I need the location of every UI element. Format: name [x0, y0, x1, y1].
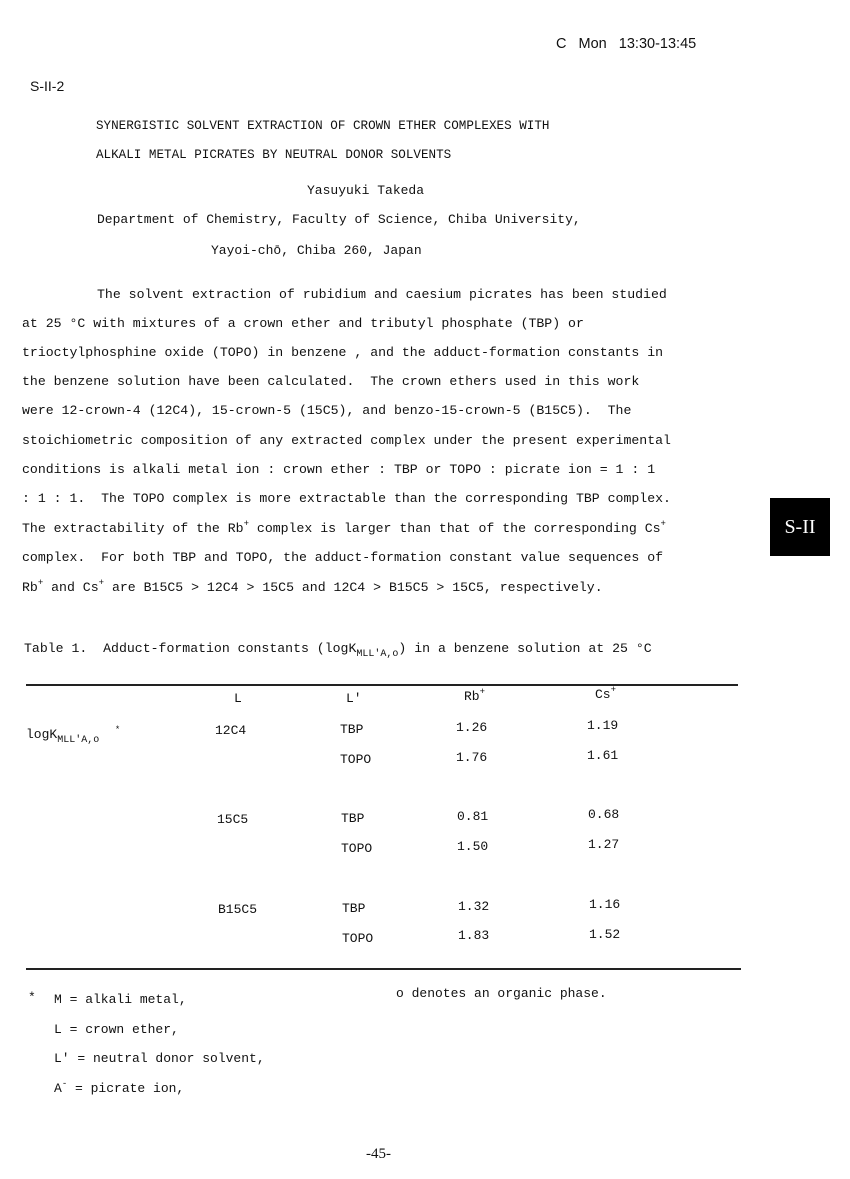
text: = picrate ion,: [67, 1081, 185, 1096]
abstract-line: conditions is alkali metal ion : crown ether : TBP or TOPO : picrate ion = 1 : 1: [22, 462, 656, 477]
footnote-item: M = alkali metal,: [54, 992, 187, 1007]
table-top-rule: [26, 684, 738, 686]
footnote-item: L = crown ether,: [54, 1022, 179, 1037]
affiliation-line-2: Yayoi-chō, Chiba 260, Japan: [211, 243, 422, 258]
header-Cs: [595, 687, 616, 703]
author: Yasuyuki Takeda: [307, 183, 425, 198]
text: The extractability of the Rb: [22, 521, 244, 536]
page-number: -45-: [366, 1146, 391, 1162]
table-caption: [24, 641, 652, 660]
cell-Lprime: TOPO: [342, 931, 374, 946]
cell-Rb: 1.32: [458, 899, 490, 914]
table-bottom-rule: [26, 968, 741, 970]
cell-Cs: 1.27: [588, 837, 620, 852]
cell-Cs: 1.16: [589, 897, 621, 912]
text: complex is larger than that of the corresponding Cs: [249, 521, 661, 536]
abstract-line: : 1 : 1. The TOPO complex is more extractable than the corresponding TBP complex.: [22, 491, 671, 506]
cell-L: 12C4: [215, 723, 247, 738]
cell-Rb: 1.76: [456, 750, 488, 765]
cell-Rb: 1.83: [458, 928, 490, 943]
superscript: -: [61, 1079, 68, 1089]
section-code: S-II-2: [30, 78, 65, 94]
header-L: L: [234, 691, 242, 706]
subscript: MLL'A,o: [356, 649, 399, 660]
abstract-line: [22, 580, 603, 596]
text: and Cs: [43, 580, 99, 595]
session-time: C Mon 13:30-13:45: [556, 36, 697, 52]
row-label: [26, 725, 121, 746]
cell-Cs: 1.19: [587, 718, 619, 733]
abstract-line: [22, 521, 666, 537]
subscript: MLL'A,o: [57, 735, 100, 746]
cell-Lprime: TBP: [341, 811, 365, 826]
cell-Cs: 1.52: [589, 927, 621, 942]
cell-Rb: 1.50: [457, 839, 489, 854]
superscript: +: [98, 578, 105, 588]
abstract-line: The solvent extraction of rubidium and caesium picrates has been studied: [97, 287, 667, 302]
cell-Rb: 0.81: [457, 809, 489, 824]
footnote-item: L' = neutral donor solvent,: [54, 1051, 265, 1066]
superscript: +: [610, 685, 617, 695]
cell-Rb: 1.26: [456, 720, 488, 735]
footnote-item: [54, 1081, 184, 1097]
abstract-line: trioctylphosphine oxide (TOPO) in benzene , and the adduct-formation constants in: [22, 345, 664, 360]
superscript: +: [37, 578, 44, 588]
text: A: [54, 1081, 62, 1096]
cell-L: 15C5: [217, 812, 249, 827]
superscript: +: [479, 687, 486, 697]
text: are B15C5 > 12C4 > 15C5 and 12C4 > B15C5 > 15C5, respectively.: [104, 580, 603, 595]
text: Rb: [22, 580, 38, 595]
abstract-line: the benzene solution have been calculated. The crown ethers used in this work: [22, 374, 640, 389]
superscript: +: [660, 519, 666, 529]
cell-Cs: 1.61: [587, 748, 619, 763]
text: logK: [26, 727, 58, 742]
abstract-line: complex. For both TBP and TOPO, the adduct-formation constant value sequences of: [22, 550, 664, 565]
footnote-organic: o denotes an organic phase.: [396, 986, 607, 1001]
footnote-mark: *: [114, 725, 121, 735]
cell-Lprime: TBP: [342, 901, 366, 916]
section-tab: S-II: [770, 498, 830, 556]
text: ) in a benzene solution at 25 °C: [398, 641, 652, 656]
text: Rb: [464, 689, 480, 704]
cell-Cs: 0.68: [588, 807, 620, 822]
abstract-line: stoichiometric composition of any extracted complex under the present experimental: [22, 433, 671, 448]
title-line-1: SYNERGISTIC SOLVENT EXTRACTION OF CROWN ETHER COMPLEXES WITH: [96, 119, 550, 133]
abstract-line: at 25 °C with mixtures of a crown ether and tributyl phosphate (TBP) or: [22, 316, 584, 331]
header-Rb: [464, 689, 485, 705]
abstract-line: were 12-crown-4 (12C4), 15-crown-5 (15C5), and benzo-15-crown-5 (B15C5). The: [22, 403, 632, 418]
footnote-mark: *: [28, 990, 36, 1005]
text: Cs: [595, 687, 611, 702]
cell-Lprime: TBP: [340, 722, 364, 737]
superscript: +: [243, 519, 249, 529]
title-line-2: ALKALI METAL PICRATES BY NEUTRAL DONOR SOLVENTS: [96, 148, 452, 162]
cell-Lprime: TOPO: [341, 841, 373, 856]
affiliation-line-1: Department of Chemistry, Faculty of Science, Chiba University,: [97, 212, 581, 227]
cell-Lprime: TOPO: [340, 752, 372, 767]
cell-L: B15C5: [218, 902, 258, 917]
text: Table 1. Adduct-formation constants (logK: [24, 641, 357, 656]
header-Lprime: L': [346, 691, 362, 706]
